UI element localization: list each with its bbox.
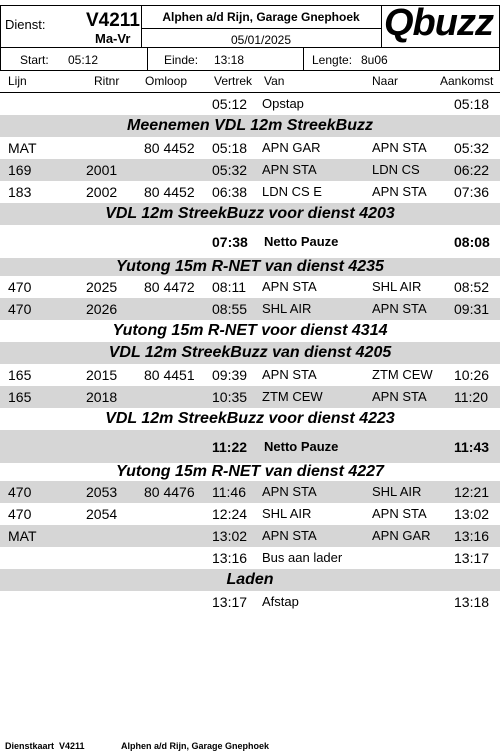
trip-row: [0, 503, 500, 525]
location-title: Alphen a/d Rijn, Garage Gnephoek: [162, 10, 360, 24]
col-header-ritnr: Ritnr: [94, 74, 120, 88]
trip-naar: SHL AIR: [372, 484, 422, 499]
trip-row: [0, 547, 500, 569]
trip-lijn: 183: [8, 184, 32, 200]
trip-row: [0, 181, 500, 203]
trip-vertrek: 11:46: [212, 484, 246, 500]
trip-van: Bus aan lader: [262, 550, 343, 565]
section-heading: Yutong 15m R-NET van dienst 4235: [0, 258, 500, 276]
dienst-code: V4211: [86, 10, 140, 31]
trip-ritnr: 2001: [86, 162, 118, 178]
trip-omloop: 80 4476: [144, 484, 195, 500]
trip-ritnr: 2015: [86, 367, 118, 383]
col-header-aankomst: Aankomst: [440, 74, 494, 88]
trip-vertrek: 05:12: [212, 96, 248, 112]
trip-vertrek: 13:02: [212, 528, 248, 544]
trip-ritnr: 2053: [86, 484, 118, 500]
lengte-label: Lengte:: [312, 53, 353, 67]
trip-naar: APN STA: [372, 184, 427, 199]
trip-lijn: MAT: [8, 140, 37, 156]
trip-vertrek: 08:11: [212, 279, 246, 295]
trip-aankomst: 13:16: [454, 528, 490, 544]
trip-van: APN STA: [262, 162, 317, 177]
trip-naar: LDN CS: [372, 162, 420, 177]
section-heading: Yutong 15m R-NET van dienst 4227: [116, 463, 384, 480]
trip-van: APN STA: [262, 528, 317, 543]
trip-van: APN STA: [262, 484, 317, 499]
trip-row: [0, 481, 500, 503]
footer-location: Alphen a/d Rijn, Garage Gnephoek: [121, 741, 270, 751]
trip-lijn: 165: [8, 389, 32, 405]
trip-vertrek: 08:55: [212, 301, 248, 317]
pauze-label: Netto Pauze: [264, 234, 339, 249]
col-header-omloop: Omloop: [145, 74, 188, 88]
lengte-value: 8u06: [361, 53, 388, 67]
trip-row: [0, 591, 500, 613]
trip-naar: APN STA: [372, 140, 427, 155]
trip-omloop: 80 4452: [144, 140, 195, 156]
trip-van: LDN CS E: [262, 184, 322, 199]
trip-aankomst: 13:02: [454, 506, 490, 522]
trip-row: [0, 298, 500, 320]
trip-vertrek: 12:24: [212, 506, 248, 522]
trip-vertrek: 05:32: [212, 162, 248, 178]
footer-dienstkaart: Dienstkaart V4211: [5, 741, 85, 751]
trip-lijn: MAT: [8, 528, 37, 544]
trip-vertrek: 13:16: [212, 550, 248, 566]
pauze-row: [0, 225, 500, 258]
trip-omloop: 80 4472: [144, 279, 195, 295]
section-heading: Meenemen VDL 12m StreekBuzz: [0, 115, 500, 137]
trip-van: Opstap: [262, 96, 304, 111]
trip-row: [0, 137, 500, 159]
trip-aankomst: 12:21: [454, 484, 490, 500]
trip-row: [0, 276, 500, 298]
trip-naar: APN GAR: [372, 528, 431, 543]
pauze-end-time: 11:43: [454, 439, 490, 455]
trip-ritnr: 2026: [86, 301, 118, 317]
trip-naar: SHL AIR: [372, 279, 422, 294]
dienst-days: Ma-Vr: [95, 31, 131, 46]
trip-aankomst: 06:22: [454, 162, 490, 178]
pauze-label: Netto Pauze: [264, 439, 339, 454]
trip-van: APN STA: [262, 367, 317, 382]
trip-aankomst: 10:26: [454, 367, 490, 383]
trip-aankomst: 05:18: [454, 96, 490, 112]
section-heading: VDL 12m StreekBuzz van dienst 4205: [0, 342, 500, 364]
service-date: 05/01/2025: [230, 33, 292, 47]
pauze-start-time: 11:22: [212, 439, 248, 455]
trip-row: [0, 386, 500, 408]
trip-vertrek: 06:38: [212, 184, 248, 200]
section-heading: VDL 12m StreekBuzz voor dienst 4203: [0, 203, 500, 225]
col-header-naar: Naar: [372, 74, 399, 88]
trip-naar: APN STA: [372, 506, 427, 521]
trip-row: [0, 159, 500, 181]
section-heading: VDL 12m StreekBuzz voor dienst 4223: [105, 410, 395, 427]
pauze-start-time: 07:38: [212, 234, 248, 250]
col-header-vertrek: Vertrek: [214, 74, 253, 88]
trip-lijn: 470: [8, 506, 32, 522]
trip-ritnr: 2018: [86, 389, 118, 405]
trip-van: SHL AIR: [262, 301, 312, 316]
start-time: 05:12: [68, 53, 99, 67]
trip-row: [0, 525, 500, 547]
trip-ritnr: 2002: [86, 184, 118, 200]
trip-naar: APN STA: [372, 389, 427, 404]
pauze-end-time: 08:08: [454, 234, 490, 250]
start-label: Start:: [20, 53, 49, 67]
trip-aankomst: 05:32: [454, 140, 490, 156]
trip-naar: ZTM CEW: [372, 367, 433, 382]
section-heading: Yutong 15m R-NET voor dienst 4314: [112, 322, 388, 339]
trip-ritnr: 2025: [86, 279, 118, 295]
trip-vertrek: 09:39: [212, 367, 248, 383]
trip-lijn: 470: [8, 301, 32, 317]
trip-aankomst: 07:36: [454, 184, 490, 200]
trip-van: SHL AIR: [262, 506, 312, 521]
einde-label: Einde:: [164, 53, 199, 67]
col-header-van: Van: [264, 74, 285, 88]
trip-van: APN STA: [262, 279, 317, 294]
trip-omloop: 80 4452: [144, 184, 195, 200]
trip-row: [0, 93, 500, 115]
dienst-label: Dienst:: [5, 17, 46, 32]
trip-vertrek: 05:18: [212, 140, 248, 156]
trip-omloop: 80 4451: [144, 367, 195, 383]
trip-van: ZTM CEW: [262, 389, 323, 404]
trip-aankomst: 13:17: [454, 550, 490, 566]
trip-aankomst: 11:20: [454, 389, 488, 405]
trip-aankomst: 08:52: [454, 279, 490, 295]
section-heading: Laden: [0, 569, 500, 591]
trip-aankomst: 09:31: [454, 301, 490, 317]
qbuzz-logo: Qbuzz: [384, 2, 493, 44]
col-header-lijn: Lijn: [8, 74, 27, 88]
trip-row: [0, 364, 500, 386]
pauze-row: [0, 430, 500, 463]
trip-van: Afstap: [262, 594, 299, 609]
trip-lijn: 169: [8, 162, 32, 178]
trip-lijn: 165: [8, 367, 32, 383]
trip-vertrek: 13:17: [212, 594, 248, 610]
trip-vertrek: 10:35: [212, 389, 248, 405]
einde-time: 13:18: [214, 53, 245, 67]
trip-naar: APN STA: [372, 301, 427, 316]
trip-van: APN GAR: [262, 140, 321, 155]
trip-lijn: 470: [8, 484, 32, 500]
trip-lijn: 470: [8, 279, 32, 295]
trip-ritnr: 2054: [86, 506, 118, 522]
trip-aankomst: 13:18: [454, 594, 490, 610]
